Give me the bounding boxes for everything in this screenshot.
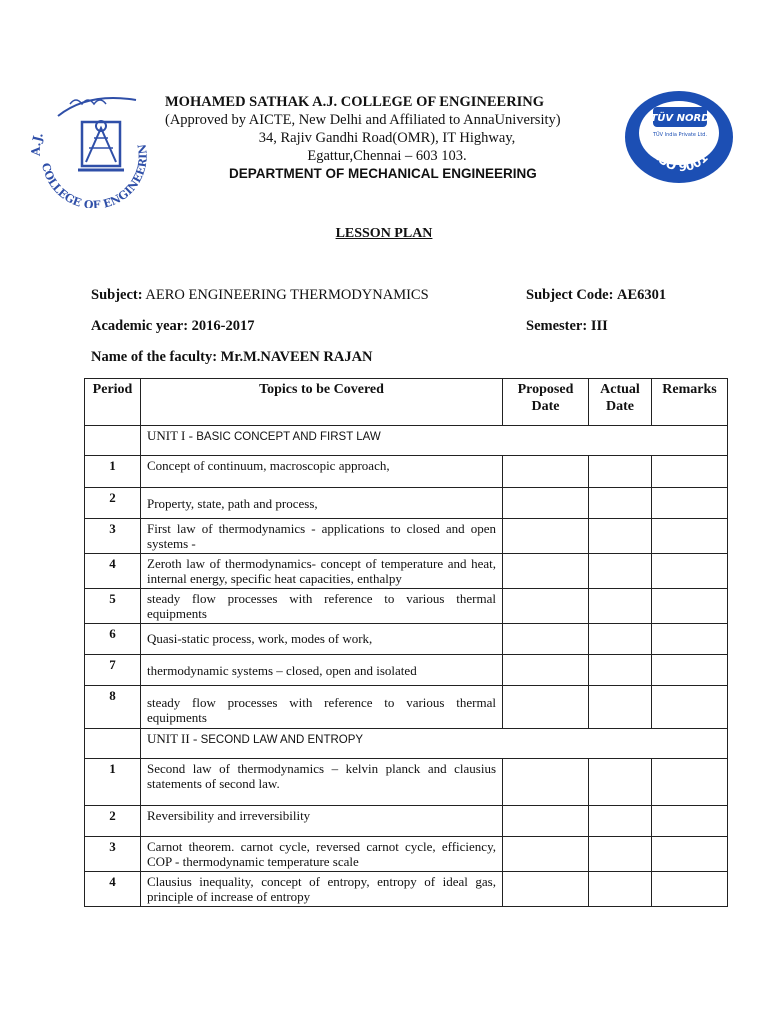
- table-header-row: [85, 379, 728, 426]
- topic-cell: Quasi-static process, work, modes of work,: [141, 624, 503, 655]
- header-period: Period: [85, 379, 141, 426]
- topic-cell: Carnot theorem. carnot cycle, reversed carnot cycle, efficiency, COP - thermodynamic temperature scale: [141, 837, 503, 872]
- period-cell: 4: [85, 872, 141, 907]
- header-remarks: Remarks: [652, 379, 728, 426]
- header-proposed-date: Proposed Date: [503, 379, 589, 426]
- header-topics: Topics to be Covered: [141, 379, 503, 426]
- unit-row: [85, 729, 728, 759]
- table-row: [85, 655, 728, 686]
- logo-arc-text-top: A.J.: [28, 130, 46, 157]
- table-row: [85, 456, 728, 488]
- college-logo: [18, 86, 160, 208]
- subject-value: AERO ENGINEERING THERMODYNAMICS: [145, 287, 429, 303]
- department-name: DEPARTMENT OF MECHANICAL ENGINEERING: [229, 166, 537, 181]
- period-cell: 2: [85, 488, 141, 519]
- unit-row: [85, 426, 728, 456]
- topic-cell: thermodynamic systems – closed, open and isolated: [141, 655, 503, 686]
- topic-cell: steady flow processes with reference to various thermal equipments: [141, 686, 503, 729]
- academic-year-row: [91, 318, 255, 335]
- table-row: [85, 554, 728, 589]
- period-cell: 2: [85, 806, 141, 837]
- logo-arc-text-bottom: COLLEGE OF ENGINEERIN: [38, 143, 150, 208]
- period-cell: 6: [85, 624, 141, 655]
- table-row: [85, 589, 728, 624]
- page-title: LESSON PLAN: [335, 226, 433, 241]
- iso-brand: TÜV NORD: [650, 113, 710, 124]
- address-line-2: Egattur,Chennai – 603 103.: [307, 148, 467, 164]
- period-cell: 5: [85, 589, 141, 624]
- iso-cert: ISO 9001: [652, 150, 711, 175]
- subject-label: Subject:: [91, 287, 143, 303]
- subject-row: [91, 287, 429, 304]
- subject-code-label: Subject Code:: [526, 287, 614, 303]
- table-row: [85, 837, 728, 872]
- unit-heading: UNIT I - BASIC CONCEPT AND FIRST LAW: [141, 426, 728, 456]
- topic-cell: Second law of thermodynamics – kelvin planck and clausius statements of second law.: [141, 759, 503, 806]
- faculty-value: Mr.M.NAVEEN RAJAN: [220, 349, 373, 365]
- table-row: [85, 624, 728, 655]
- table-row: [85, 519, 728, 554]
- subject-code-row: [526, 287, 666, 304]
- faculty-row: [91, 349, 373, 366]
- header-actual-date: Actual Date: [589, 379, 652, 426]
- period-cell: 7: [85, 655, 141, 686]
- period-cell: 4: [85, 554, 141, 589]
- topic-cell: Clausius inequality, concept of entropy, entropy of ideal gas, principle of increase of entropy: [141, 872, 503, 907]
- table-row: [85, 686, 728, 729]
- period-cell: 1: [85, 759, 141, 806]
- table-row: [85, 806, 728, 837]
- period-cell: 3: [85, 519, 141, 554]
- faculty-label: Name of the faculty:: [91, 349, 218, 365]
- semester-row: [526, 318, 608, 335]
- topic-cell: First law of thermodynamics - applications to closed and open systems -: [141, 519, 503, 554]
- semester-value: III: [590, 318, 608, 334]
- table-row: [85, 872, 728, 907]
- iso-logo: [623, 89, 735, 185]
- academic-year-value: 2016-2017: [191, 318, 255, 334]
- topic-cell: Concept of continuum, macroscopic approach,: [141, 456, 503, 488]
- svg-text:A.J.: [29, 130, 46, 157]
- subject-code-value: AE6301: [617, 287, 667, 303]
- period-cell: 8: [85, 686, 141, 729]
- iso-sub: TÜV India Private Ltd.: [652, 132, 708, 138]
- table-row: [85, 488, 728, 519]
- approval-line: (Approved by AICTE, New Delhi and Affiliated to AnnaUniversity): [165, 112, 561, 128]
- lesson-plan-table: [84, 378, 728, 907]
- college-name: MOHAMED SATHAK A.J. COLLEGE OF ENGINEERING: [165, 94, 545, 110]
- topic-cell: Zeroth law of thermodynamics- concept of temperature and heat, internal energy, specific heat capacities, enthalpy: [141, 554, 503, 589]
- address-line-1: 34, Rajiv Gandhi Road(OMR), IT Highway,: [258, 130, 516, 146]
- topic-cell: Property, state, path and process,: [141, 488, 503, 519]
- period-cell: 1: [85, 456, 141, 488]
- unit-heading: UNIT II - SECOND LAW AND ENTROPY: [141, 729, 728, 759]
- table-row: [85, 759, 728, 806]
- academic-year-label: Academic year:: [91, 318, 189, 334]
- topic-cell: Reversibility and irreversibility: [141, 806, 503, 837]
- topic-cell: steady flow processes with reference to various thermal equipments: [141, 589, 503, 624]
- semester-label: Semester:: [526, 318, 588, 334]
- period-cell: 3: [85, 837, 141, 872]
